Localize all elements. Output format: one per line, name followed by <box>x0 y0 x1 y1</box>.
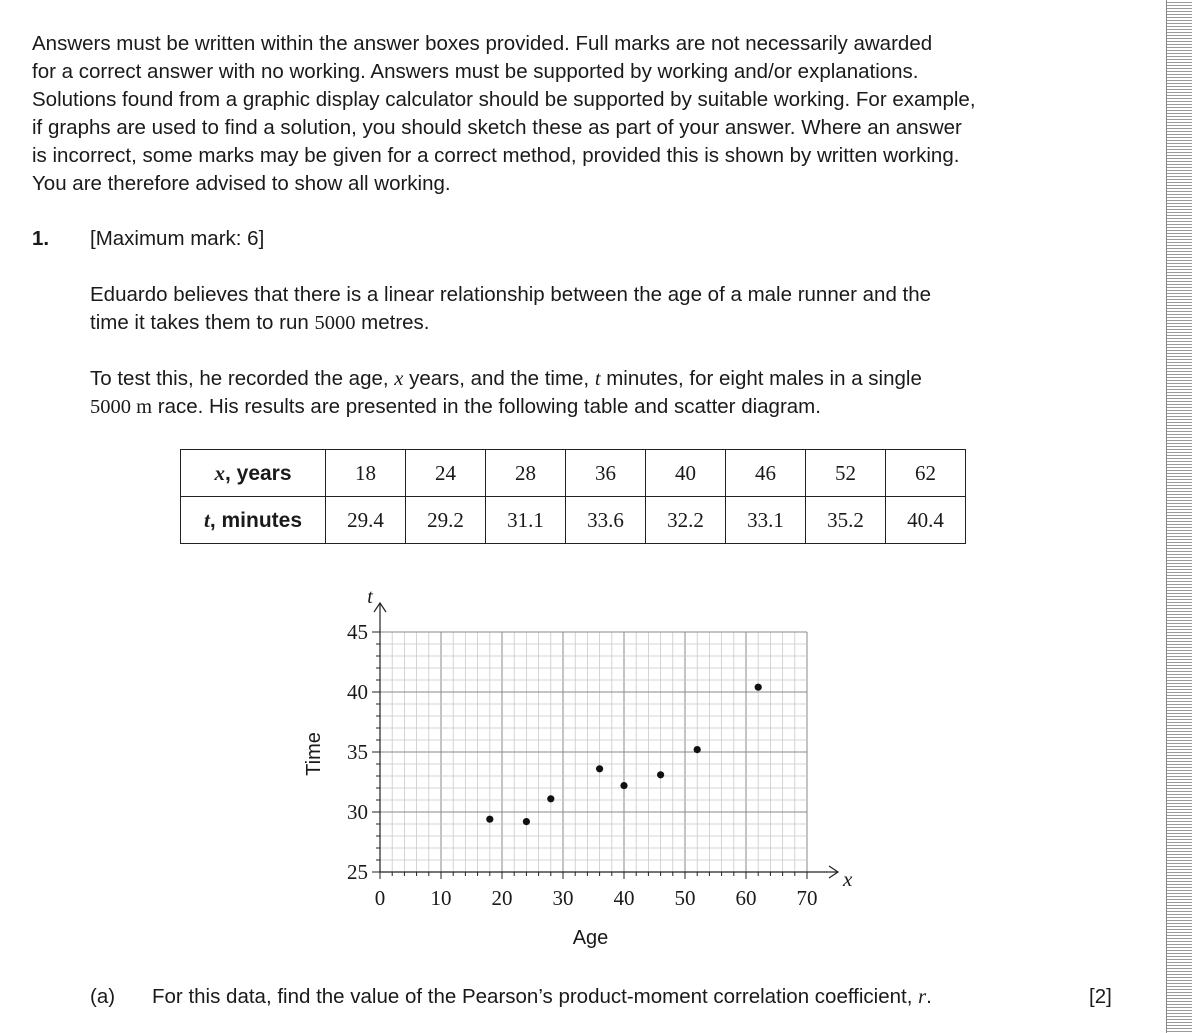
instructions <box>32 30 1142 198</box>
instruction-line: is incorrect, some marks may be given for a correct method, provided this is shown by written working. <box>32 144 960 167</box>
data-point <box>596 765 603 772</box>
table-cell: 40.4 <box>886 497 966 544</box>
part-a-text: For this data, find the value of the Pearson’s product-moment correlation coefficient, r. <box>152 985 932 1008</box>
table-cell: 46 <box>726 450 806 497</box>
table-row-time <box>181 497 966 544</box>
x-tick-label: 10 <box>430 886 452 910</box>
table-header-time: t, minutes <box>181 497 326 544</box>
table-cell: 36 <box>566 450 646 497</box>
method-line-2: 5000 m race. His results are presented in the following table and scatter diagram. <box>90 395 821 418</box>
instruction-line: Answers must be written within the answer boxes provided. Full marks are not necessarily awarded <box>32 32 933 55</box>
question-intro <box>90 281 931 337</box>
y-tick-label: 35 <box>347 740 368 764</box>
data-point <box>486 816 493 823</box>
table-cell: 29.4 <box>326 497 406 544</box>
x-tick-label: 40 <box>613 886 635 910</box>
instruction-line: for a correct answer with no working. Answers must be supported by working and/or explanations. <box>32 60 919 83</box>
margin-strip <box>1166 0 1192 1033</box>
intro-line-1: Eduardo believes that there is a linear relationship between the age of a male runner and the <box>90 283 932 306</box>
x-tick-label: 60 <box>735 886 757 910</box>
table-cell: 29.2 <box>406 497 486 544</box>
x-tick-label: 50 <box>674 886 696 910</box>
table-cell: 62 <box>886 450 966 497</box>
x-tick-label: 0 <box>374 886 386 910</box>
scatter-chart <box>290 580 870 955</box>
table-cell: 32.2 <box>646 497 726 544</box>
x-axis-variable: x <box>843 867 853 891</box>
y-tick-label: 30 <box>347 800 368 824</box>
data-point <box>657 771 664 778</box>
instruction-line: if graphs are used to find a solution, you should sketch these as part of your answer. Where an answer <box>32 116 962 139</box>
question-max-mark: [Maximum mark: 6] <box>90 227 265 250</box>
table-cell: 24 <box>406 450 486 497</box>
x-tick-label: 70 <box>796 886 818 910</box>
table-cell: 33.6 <box>566 497 646 544</box>
data-point <box>523 818 530 825</box>
instruction-line: Solutions found from a graphic display calculator should be supported by suitable working. For example, <box>32 88 976 111</box>
y-tick-label: 45 <box>347 620 368 644</box>
table-header-age: x, years <box>181 450 326 497</box>
question-number: 1. <box>32 227 50 250</box>
x-axis-label: Age <box>572 927 609 949</box>
data-point <box>755 684 762 691</box>
instruction-line: You are therefore advised to show all working. <box>32 172 451 195</box>
table-cell: 52 <box>806 450 886 497</box>
table-row-age <box>181 450 966 497</box>
x-tick-label: 20 <box>491 886 513 910</box>
y-axis-label: Time <box>303 732 325 776</box>
method-line-1: To test this, he recorded the age, x years, and the time, t minutes, for eight males in a single <box>90 367 922 390</box>
x-tick-label: 30 <box>552 886 574 910</box>
data-point <box>620 782 627 789</box>
y-tick-label: 25 <box>347 860 368 884</box>
data-point <box>547 795 554 802</box>
table-cell: 40 <box>646 450 726 497</box>
table-cell: 18 <box>326 450 406 497</box>
table-cell: 33.1 <box>726 497 806 544</box>
table-cell: 28 <box>486 450 566 497</box>
table-cell: 31.1 <box>486 497 566 544</box>
part-a-marks: [2] <box>1089 985 1112 1008</box>
table-cell: 35.2 <box>806 497 886 544</box>
part-a-label: (a) <box>90 985 116 1008</box>
data-point <box>694 746 701 753</box>
y-tick-label: 40 <box>347 680 368 704</box>
intro-line-2: time it takes them to run 5000 metres. <box>90 311 430 334</box>
y-axis-variable: t <box>367 586 373 608</box>
question-method <box>90 365 922 421</box>
data-table <box>180 449 966 544</box>
